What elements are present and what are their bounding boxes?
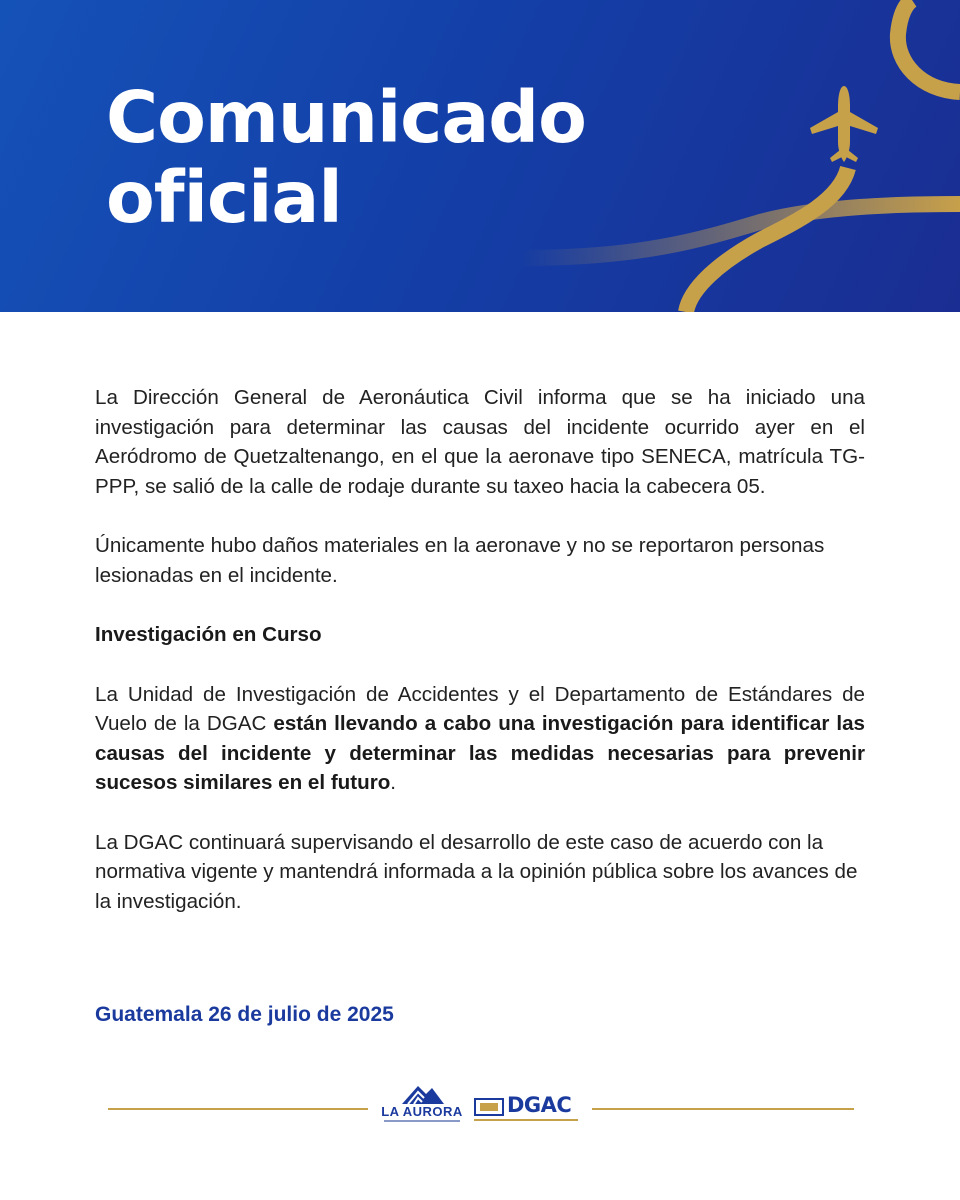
investigation-period: . — [390, 771, 397, 794]
footer-divider-right — [592, 1108, 854, 1110]
aurora-emblem-icon — [380, 1080, 464, 1106]
investigation-bold-text: están llevando a cabo una investigación para identificar las causas del incidente y determinar las medidas necesarias para prevenir sucesos similares en el futuro — [95, 712, 865, 794]
dgac-logo-subline — [474, 1119, 578, 1121]
title-line-2: oficial — [106, 156, 342, 239]
page-title — [106, 78, 586, 238]
dgac-emblem-icon — [474, 1098, 504, 1116]
communique-body — [95, 383, 865, 946]
title-line-1: Comunicado — [106, 76, 586, 159]
dgac-logo — [474, 1093, 580, 1124]
paragraph-supervision: La DGAC continuará supervisando el desarrollo de este caso de acuerdo con la normativa vigente y mantendrá informada a la opinión pública sobre los avances de la investigación. — [95, 830, 858, 913]
la-aurora-logo — [380, 1080, 464, 1122]
date-line: Guatemala 26 de julio de 2025 — [95, 1003, 394, 1026]
footer-divider-left — [108, 1108, 368, 1110]
paragraph-incident: La Dirección General de Aeronáutica Civil informa que se ha iniciado una investigación para determinar las causas del incidente ocurrido ayer en el Aeródromo de Quetzaltenango, en el que la aeronave tipo SENECA, matrícula TG-PPP, se salió de la calle de rodaje durante su taxeo hacia la cabecera 05. — [95, 386, 865, 498]
aurora-logo-text: LA AURORA — [381, 1104, 463, 1119]
investigation-text: La Unidad de Investigación de Accidentes y el Departamento de Estándares de Vuelo de la DGAC — [95, 682, 865, 735]
section-heading: Investigación en Curso — [95, 623, 322, 646]
airplane-icon — [810, 86, 878, 162]
aurora-logo-subline — [384, 1120, 460, 1122]
dgac-logo-text: DGAC — [507, 1093, 572, 1117]
header-banner — [0, 0, 960, 312]
paragraph-damages: Únicamente hubo daños materiales en la aeronave y no se reportaron personas lesionadas en el incidente. — [95, 534, 825, 587]
paragraph-investigation — [95, 680, 865, 798]
